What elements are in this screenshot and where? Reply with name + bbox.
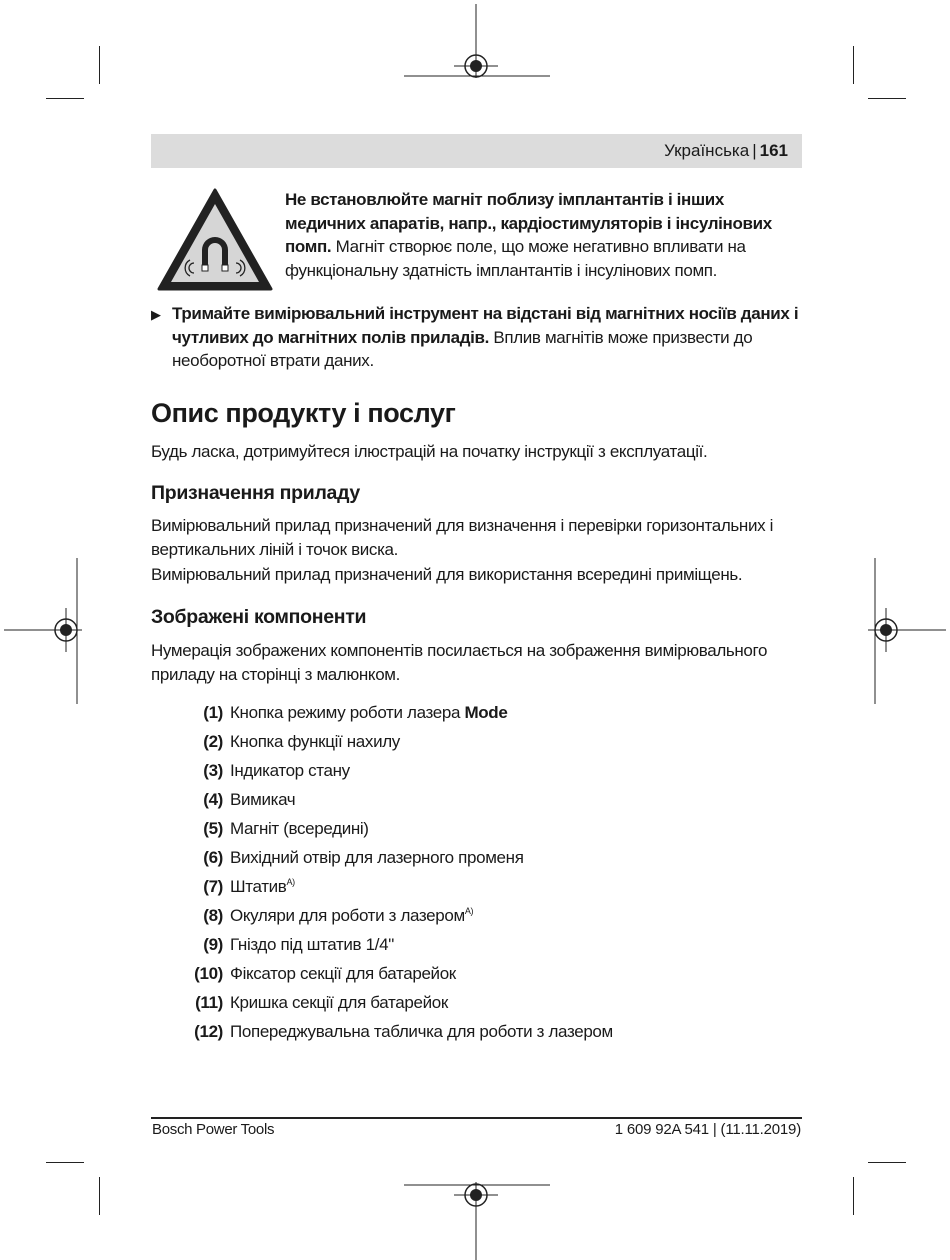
registration-mark-icon — [404, 1182, 550, 1260]
bullet-line — [172, 326, 812, 350]
components-intro-line: Нумерація зображених компонентів посилається на зображення вимірювального — [151, 641, 768, 660]
item-number: (11) — [195, 993, 223, 1012]
warning-bold-fragment: помп. — [285, 237, 332, 256]
section-intro: Будь ласка, дотримуйтеся ілюстрацій на початку інструкції з експлуатації. — [151, 442, 708, 461]
item-number: (4) — [203, 790, 223, 809]
purpose-line: вертикальних ліній і точок виска. — [151, 539, 399, 559]
warning-line: Не встановлюйте магніт поблизу імплантантів і інших — [285, 190, 725, 209]
item-label: Магніт (всередині) — [230, 819, 369, 838]
item-number: (5) — [203, 819, 223, 838]
item-label: Кнопка режиму роботи лазера Mode — [230, 703, 508, 722]
item-number: (12) — [194, 1022, 223, 1041]
item-label: Окуляри для роботи з лазером$^{A)}$ — [230, 906, 474, 925]
crop-mark — [99, 1177, 100, 1215]
mode-label: Mode — [464, 703, 508, 722]
item-number: (2) — [203, 732, 223, 751]
crop-mark — [46, 1162, 84, 1163]
item-number: (3) — [203, 761, 223, 780]
bullet-marker: ▶ — [151, 307, 161, 322]
section-title: Опис продукту і послуг — [151, 398, 456, 428]
bullet-line: Тримайте вимірювальний інструмент на відстані від магнітних носіїв даних і — [172, 304, 799, 323]
warning-line — [285, 235, 795, 259]
crop-mark — [99, 46, 100, 84]
crop-mark — [868, 98, 906, 99]
header-separator: | — [752, 141, 757, 160]
item-label: Гніздо під штатив 1/4" — [230, 935, 394, 954]
warning-line: функціональну здатність імплантантів і інсулінових помп. — [285, 260, 718, 280]
item-label: Штатив$^{A)}$ — [230, 877, 295, 896]
purpose-text — [151, 514, 801, 587]
item-label: Попереджувальна табличка для роботи з лазером — [230, 1022, 613, 1041]
registration-mark-icon — [868, 558, 946, 704]
crop-mark — [853, 1177, 854, 1215]
warning-line: медичних апаратів, напр., кардіостимуляторів і інсулінових — [285, 213, 772, 233]
footer-rule — [151, 1117, 802, 1119]
item-label: Кнопка функції нахилу — [230, 732, 400, 751]
components-intro-line: приладу на сторінці з малюнком. — [151, 664, 401, 684]
purpose-line: Вимірювальний прилад призначений для використання всередині приміщень. — [151, 565, 743, 584]
registration-mark-icon — [404, 4, 550, 78]
magnet-warning-text — [285, 188, 795, 282]
footer-document-id: 1 609 92A 541 | (11.11.2019) — [614, 1121, 801, 1138]
item-label: Фіксатор секції для батарейок — [230, 964, 456, 983]
item-label: Кришка секції для батарейок — [230, 993, 448, 1012]
crop-mark — [868, 1162, 906, 1163]
item-number: (6) — [203, 848, 223, 867]
crop-mark — [46, 98, 84, 99]
crop-mark — [853, 46, 854, 84]
components-intro — [151, 639, 801, 686]
bullet-bold-fragment: чутливих до магнітних полів приладів. — [172, 327, 489, 347]
item-number: (8) — [203, 906, 223, 925]
purpose-line: Вимірювальний прилад призначений для визначення і перевірки горизонтальних і — [151, 516, 774, 535]
footnote-ref: A) — [286, 877, 295, 887]
item-number: (10) — [194, 964, 223, 983]
bullet-line: необоротної втрати даних. — [172, 351, 374, 370]
registration-mark-icon — [4, 558, 82, 704]
page-number: 161 — [759, 141, 788, 160]
footer-publisher: Bosch Power Tools — [152, 1121, 275, 1138]
warning-fragment: Магніт створює поле, що може негативно впливати на — [331, 237, 746, 256]
bullet-text — [172, 302, 812, 373]
item-number: (1) — [203, 703, 223, 722]
item-label: Індикатор стану — [230, 761, 350, 780]
components-heading: Зображені компоненти — [151, 606, 367, 628]
header-text — [664, 141, 788, 161]
item-label: Вихідний отвір для лазерного променя — [230, 848, 524, 867]
item-number: (9) — [203, 935, 223, 954]
item-label: Вимикач — [230, 790, 296, 809]
page-header — [151, 134, 802, 168]
bullet-fragment: Вплив магнітів може призвести до — [488, 327, 753, 347]
footnote-ref: A) — [464, 906, 474, 916]
magnet-warning-triangle-icon — [156, 187, 274, 293]
header-language: Українська — [664, 141, 750, 160]
item-number: (7) — [203, 877, 223, 896]
purpose-heading: Призначення приладу — [151, 482, 360, 504]
